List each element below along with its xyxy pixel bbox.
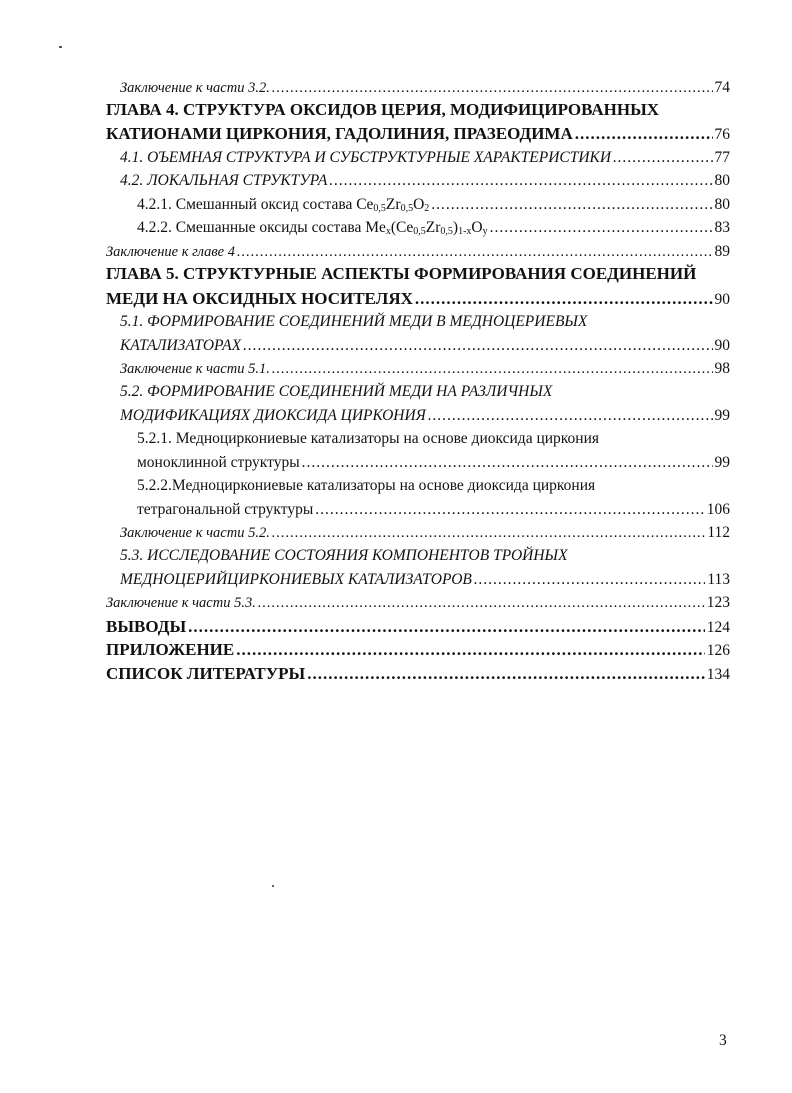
dot-leader <box>188 616 705 638</box>
toc-page-number: 98 <box>714 360 730 377</box>
toc-entry-section-4-1[interactable] <box>120 147 730 169</box>
toc-section-5-2-title-line1[interactable]: 5.2. ФОРМИРОВАНИЕ СОЕДИНЕНИЙ МЕДИ НА РАЗЛИЧНЫХ <box>120 383 553 400</box>
toc-entry-section-4-2[interactable] <box>120 170 730 192</box>
toc-entry-title: Заключение к части 5.3. <box>106 595 256 611</box>
toc-entry-section-5-3[interactable] <box>120 569 730 591</box>
toc-entry-title: СПИСОК ЛИТЕРАТУРЫ <box>106 664 306 683</box>
toc-section-5-2-2-title-line1[interactable]: 5.2.2.Медноциркониевые катализаторы на основе диоксида циркония <box>137 477 596 494</box>
toc-page-number: 76 <box>714 126 730 143</box>
toc-entry-conclusion-5-3[interactable] <box>106 592 730 614</box>
toc-entry-title: МЕДИ НА ОКСИДНЫХ НОСИТЕЛЯХ <box>106 289 413 308</box>
toc-entry-title: КАТИОНАМИ ЦИРКОНИЯ, ГАДОЛИНИЯ, ПРАЗЕОДИМА <box>106 124 573 143</box>
dot-leader <box>490 217 713 239</box>
toc-entry-title: 4.2.2. Смешанные оксиды состава $Me_x(Ce_{0,5}Zr_{0,5})_{1-x}O_y$ <box>137 219 488 237</box>
toc-page-number: 126 <box>706 642 730 659</box>
dot-leader <box>272 522 705 544</box>
toc-entry-section-5-2-2[interactable] <box>137 499 730 521</box>
toc-entry-section-5-1[interactable] <box>120 335 730 357</box>
toc-entry-section-5-2-1[interactable] <box>137 452 730 474</box>
page-number: 3 <box>719 1032 727 1049</box>
toc-page-number: 106 <box>706 501 730 518</box>
toc-entry-section-4-2-2[interactable] <box>137 217 730 239</box>
toc-section-5-2-1-title-line1[interactable]: 5.2.1. Медноциркониевые катализаторы на основе диоксида циркония <box>137 430 600 447</box>
dot-leader <box>243 335 712 357</box>
toc-entry-title: КАТАЛИЗАТОРАХ <box>120 337 242 354</box>
toc-entry-conclusion-3-2[interactable] <box>120 77 730 99</box>
dot-leader <box>315 499 705 521</box>
toc-entry-conclusion-5-2[interactable] <box>120 522 730 544</box>
toc-entry-chapter-5[interactable] <box>106 288 730 310</box>
toc-entry-title: 4.2.1. Смешанный оксид состава $Ce_{0,5}Zr_{0,5}O_2$ <box>137 196 430 214</box>
toc-page-number: 124 <box>706 619 730 636</box>
toc-page-number: 134 <box>706 666 730 683</box>
toc-page-number: 89 <box>714 243 730 260</box>
toc-page-number: 123 <box>706 594 730 611</box>
dot-leader <box>575 123 713 145</box>
toc-entry-chapter-4[interactable] <box>106 123 730 145</box>
toc-entry-title: 4.1. ОЪЕМНАЯ СТРУКТУРА И СУБСТРУКТУРНЫЕ ХАРАКТЕРИСТИКИ <box>120 149 612 166</box>
toc-page-number: 83 <box>714 219 730 236</box>
toc-entry-appendix[interactable] <box>106 639 730 661</box>
toc-entry-title: ПРИЛОЖЕНИЕ <box>106 640 235 659</box>
toc-page-number: 90 <box>714 337 730 354</box>
dot-leader <box>258 592 705 614</box>
dot-leader <box>474 569 705 591</box>
dot-leader <box>236 639 705 661</box>
toc-entry-title: 4.2. ЛОКАЛЬНАЯ СТРУКТУРА <box>120 172 328 189</box>
toc-chapter-4-title-line1[interactable]: ГЛАВА 4. СТРУКТУРА ОКСИДОВ ЦЕРИЯ, МОДИФИЦИРОВАННЫХ <box>106 100 660 119</box>
toc-page-number: 74 <box>714 79 730 96</box>
toc-entry-title: МЕДНОЦЕРИЙЦИРКОНИЕВЫХ КАТАЛИЗАТОРОВ <box>120 571 472 588</box>
dot-leader <box>302 452 713 474</box>
dot-leader <box>431 194 712 216</box>
toc-page-number: 99 <box>714 407 730 424</box>
dot-leader <box>272 358 713 380</box>
toc-entry-title: Заключение к части 5.2. <box>120 525 270 541</box>
toc-entry-title: Заключение к части 3.2. <box>120 80 270 96</box>
toc-entry-title: Заключение к части 5.1. <box>120 361 270 377</box>
toc-page-number: 80 <box>714 172 730 189</box>
toc-entry-title: тетрагональной структуры <box>137 501 314 518</box>
toc-page-number: 90 <box>714 291 730 308</box>
toc-entry-section-5-2[interactable] <box>120 405 730 427</box>
dot-leader <box>329 170 712 192</box>
toc-chapter-5-title-line1[interactable]: ГЛАВА 5. СТРУКТУРНЫЕ АСПЕКТЫ ФОРМИРОВАНИЯ СОЕДИНЕНИЙ <box>106 264 697 283</box>
scan-speck <box>59 46 62 48</box>
toc-entry-conclusion-chapter-4[interactable] <box>106 241 730 263</box>
toc-page-number: 99 <box>714 454 730 471</box>
toc-entry-conclusions[interactable] <box>106 616 730 638</box>
toc-page-number: 112 <box>707 524 730 541</box>
toc-page-number: 113 <box>707 571 730 588</box>
toc-section-5-1-title-line1[interactable]: 5.1. ФОРМИРОВАНИЕ СОЕДИНЕНИЙ МЕДИ В МЕДНОЦЕРИЕВЫХ <box>120 313 588 330</box>
toc-entry-references[interactable] <box>106 663 730 685</box>
dot-leader <box>613 147 712 169</box>
toc-entry-title: ВЫВОДЫ <box>106 617 187 636</box>
toc-entry-conclusion-5-1[interactable] <box>120 358 730 380</box>
toc-section-5-3-title-line1[interactable]: 5.3. ИССЛЕДОВАНИЕ СОСТОЯНИЯ КОМПОНЕНТОВ ТРОЙНЫХ <box>120 547 568 564</box>
scan-speck <box>272 885 274 887</box>
toc-entry-title: Заключение к главе 4 <box>106 244 235 260</box>
dot-leader <box>415 288 713 310</box>
toc-entry-title: моноклинной структуры <box>137 454 300 471</box>
toc-entry-section-4-2-1[interactable] <box>137 194 730 216</box>
dot-leader <box>272 77 713 99</box>
toc-entry-title: МОДИФИКАЦИЯХ ДИОКСИДА ЦИРКОНИЯ <box>120 407 426 424</box>
toc-page-number: 77 <box>714 149 730 166</box>
dot-leader <box>237 241 713 263</box>
toc-page-number: 80 <box>714 196 730 213</box>
dot-leader <box>428 405 713 427</box>
dot-leader <box>307 663 704 685</box>
